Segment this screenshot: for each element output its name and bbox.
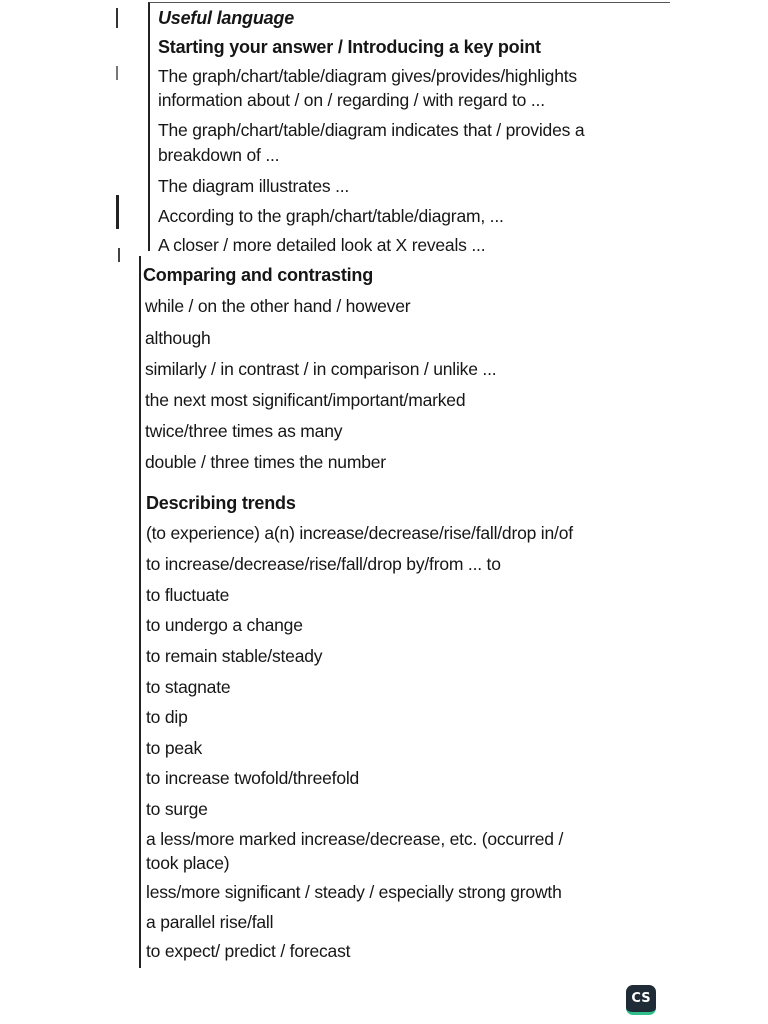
scan-artifact: [116, 66, 118, 80]
left-margin-rule: [139, 256, 141, 968]
phrase-line: while / on the other hand / however: [145, 296, 411, 316]
phrase-line: to increase/decrease/rise/fall/drop by/from ... to: [146, 554, 501, 574]
phrase-line: (to experience) a(n) increase/decrease/rise/fall/drop in/of: [146, 523, 573, 543]
phrase-line: According to the graph/chart/table/diagram, ...: [158, 206, 504, 226]
camscanner-logo-label: CS: [631, 991, 651, 1006]
phrase-line: The diagram illustrates ...: [158, 176, 350, 196]
phrase-line: information about / on / regarding / with regard to ...: [158, 90, 545, 110]
phrase-line: The graph/chart/table/diagram indicates that / provides a: [158, 120, 585, 140]
useful-language-title: Useful language: [158, 8, 295, 28]
phrase-line: to undergo a change: [146, 615, 303, 635]
scan-artifact: [116, 195, 119, 229]
phrase-line: breakdown of ...: [158, 145, 280, 165]
section-heading-starting: Starting your answer / Introducing a key point: [158, 37, 541, 57]
phrase-line: although: [145, 328, 211, 348]
phrase-line: to stagnate: [146, 677, 231, 697]
phrase-line: to surge: [146, 799, 208, 819]
phrase-line: A closer / more detailed look at X reveals ...: [158, 235, 486, 255]
phrase-line: twice/three times as many: [145, 421, 343, 441]
phrase-line: a parallel rise/fall: [146, 912, 274, 932]
phrase-line: to expect/ predict / forecast: [146, 941, 351, 961]
section-heading-comparing: Comparing and contrasting: [143, 265, 374, 285]
scan-artifact: [118, 248, 120, 262]
phrase-line: less/more significant / steady / especially strong growth: [146, 882, 562, 902]
phrase-line: double / three times the number: [145, 452, 386, 472]
phrase-line: a less/more marked increase/decrease, etc. (occurred /: [146, 829, 564, 849]
section-heading-trends: Describing trends: [146, 493, 296, 513]
phrase-line: took place): [146, 853, 230, 873]
phrase-line: the next most significant/important/marked: [145, 390, 466, 410]
phrase-line: The graph/chart/table/diagram gives/provides/highlights: [158, 66, 577, 86]
phrase-line: to remain stable/steady: [146, 646, 323, 666]
phrase-line: to increase twofold/threefold: [146, 768, 360, 788]
phrase-line: to fluctuate: [146, 585, 230, 605]
scan-artifact: [116, 8, 118, 28]
phrase-line: to peak: [146, 738, 203, 758]
phrase-line: similarly / in contrast / in comparison / unlike ...: [145, 359, 497, 379]
camscanner-logo-icon: [626, 985, 656, 1015]
phrase-line: to dip: [146, 707, 188, 727]
